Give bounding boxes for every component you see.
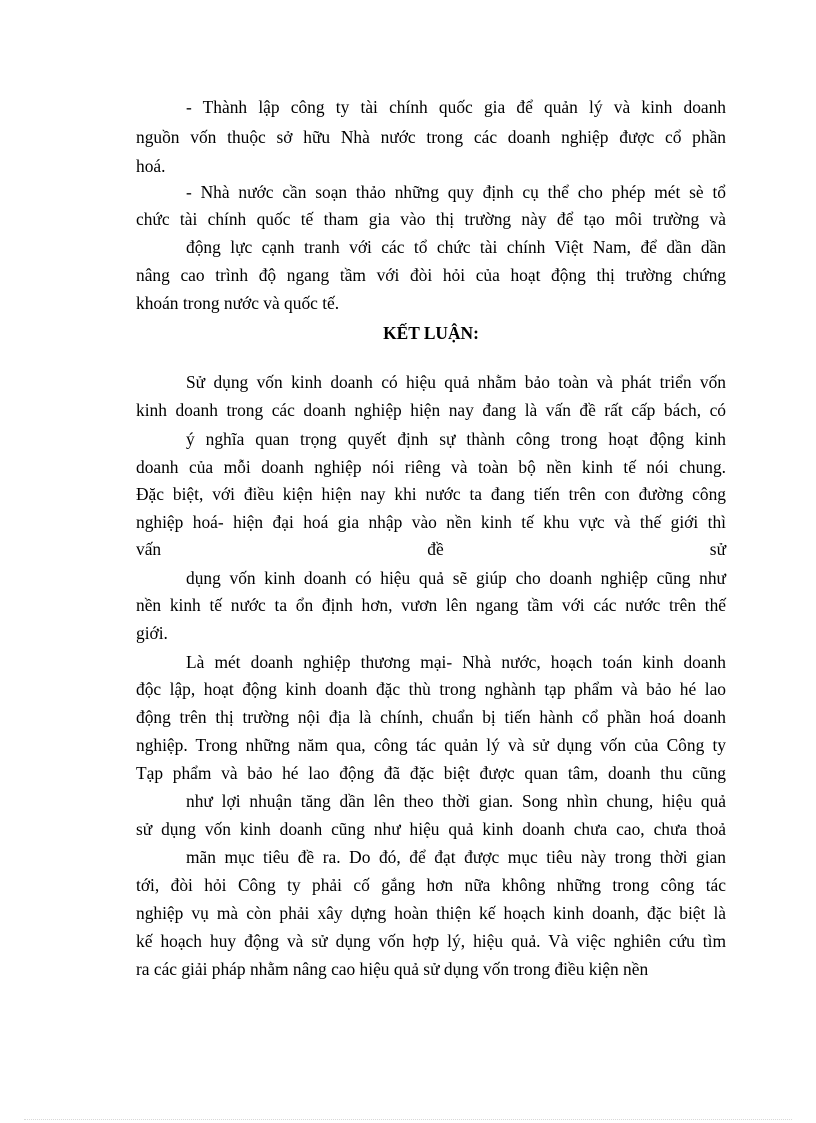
text-line: ra các giải pháp nhằm nâng cao hiệu quả sử dụng vốn trong điều kiện nền (136, 959, 649, 979)
text-line: như lợi nhuận tăng dần lên theo thời gian. Song nhìn chung, hiệu quả (186, 791, 726, 811)
text-line: chức tài chính quốc tế tham gia vào thị trường này để tạo môi trường và (136, 209, 726, 229)
text-line: nghiệp hoá- hiện đại hoá gia nhập vào nền kinh tế khu vực và thế giới thì (136, 512, 726, 532)
text-line: độc lập, hoạt động kinh doanh đặc thù trong nghành tạp phẩm và bảo hé lao (136, 679, 726, 699)
text-line: động trên thị trường nội địa là chính, chuẩn bị tiến hành cổ phần hoá doanh (136, 707, 726, 727)
text-line: tới, đòi hỏi Công ty phải cố gắng hơn nữa không những trong công tác (136, 875, 726, 895)
text-line: Đặc biệt, với điều kiện hiện nay khi nước ta đang tiến trên con đường công (136, 484, 726, 504)
text-line: giới. (136, 623, 168, 643)
section-heading: KẾT LUẬN: (383, 323, 479, 343)
page-bottom-divider (24, 1119, 792, 1120)
text-line: mãn mục tiêu đề ra. Do đó, để đạt được mục tiêu này trong thời gian (186, 847, 726, 867)
text-line: nghiệp vụ mà còn phải xây dựng hoàn thiện kế hoạch kinh doanh, đặc biệt là (136, 903, 726, 923)
text-line: Sử dụng vốn kinh doanh có hiệu quả nhằm bảo toàn và phát triển vốn (186, 372, 726, 392)
text-line: - Nhà nước cần soạn thảo những quy định cụ thể cho phép mét sè tổ (186, 182, 726, 202)
text-line: dụng vốn kinh doanh có hiệu quả sẽ giúp cho doanh nghiệp cũng như (186, 568, 726, 588)
text-line: vấn đề sử (136, 539, 726, 559)
text-line: nghiệp. Trong những năm qua, công tác quản lý và sử dụng vốn của Công ty (136, 735, 726, 755)
text-line: ý nghĩa quan trọng quyết định sự thành công trong hoạt động kinh (186, 429, 726, 449)
text-line: Là mét doanh nghiệp thương mại- Nhà nước, hoạch toán kinh doanh (186, 652, 726, 672)
text-line: kế hoạch huy động và sử dụng vốn hợp lý, hiệu quả. Và việc nghiên cứu tìm (136, 931, 726, 951)
text-line: nguồn vốn thuộc sở hữu Nhà nước trong các doanh nghiệp được cổ phần (136, 127, 726, 147)
text-line: kinh doanh trong các doanh nghiệp hiện nay đang là vấn đề rất cấp bách, có (136, 400, 726, 420)
text-line: sử dụng vốn kinh doanh cũng như hiệu quả kinh doanh chưa cao, chưa thoả (136, 819, 726, 839)
text-line: - Thành lập công ty tài chính quốc gia để quản lý và kinh doanh (186, 97, 726, 117)
text-line: nâng cao trình độ ngang tầm với đòi hỏi của hoạt động thị trường chứng (136, 265, 726, 285)
text-line: doanh của mỗi doanh nghiệp nói riêng và toàn bộ nền kinh tế nói chung. (136, 457, 726, 477)
text-line: động lực cạnh tranh với các tổ chức tài chính Việt Nam, để dần dần (186, 237, 726, 257)
text-line: Tạp phẩm và bảo hé lao động đã đặc biệt được quan tâm, doanh thu cũng (136, 763, 726, 783)
text-line: khoán trong nước và quốc tế. (136, 293, 340, 313)
text-line: hoá. (136, 156, 166, 176)
text-line: nền kinh tế nước ta ổn định hơn, vươn lên ngang tầm với các nước trên thế (136, 595, 726, 615)
